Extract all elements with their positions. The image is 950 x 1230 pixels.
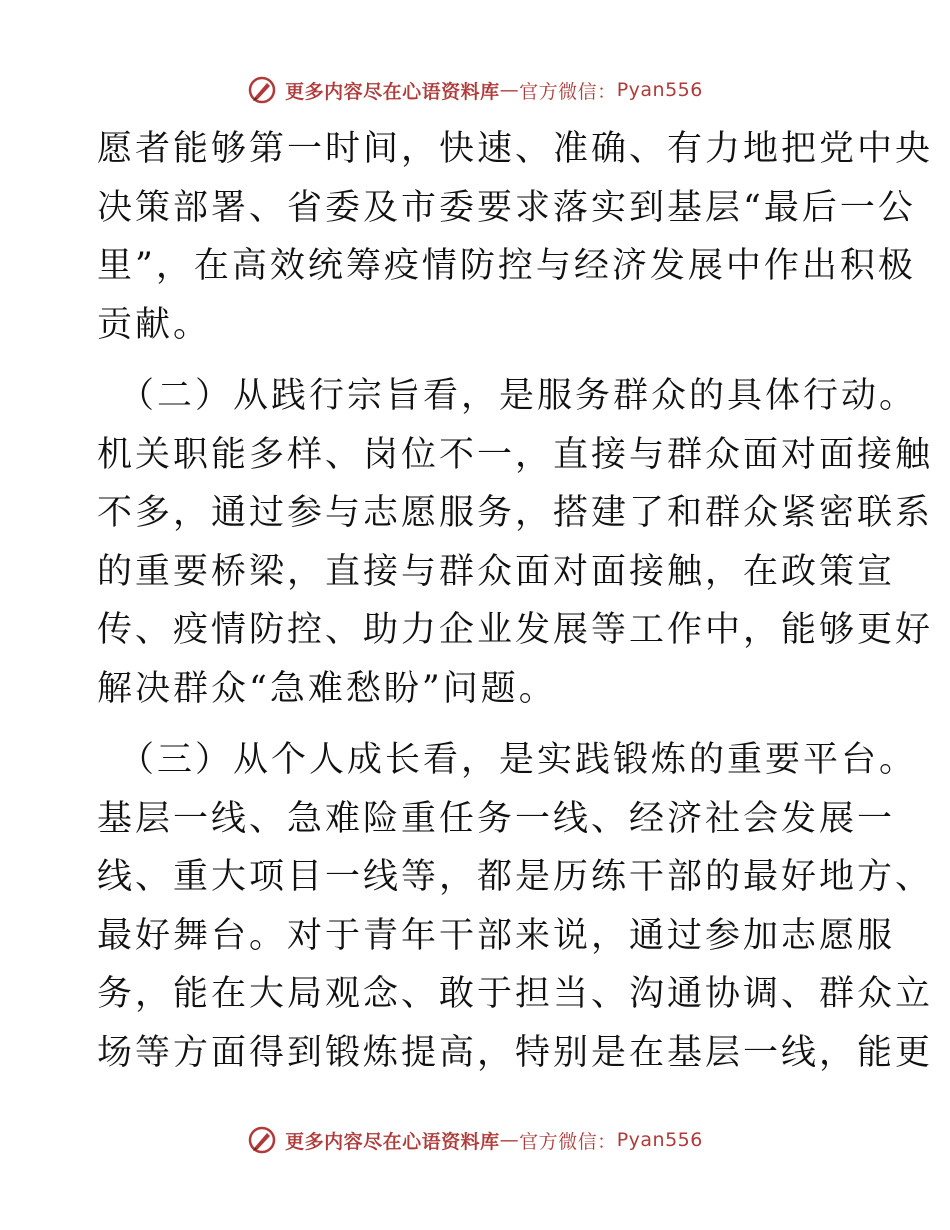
watermark-separator: — — [499, 79, 520, 101]
header-watermark-banner — [0, 70, 950, 110]
text-line: 决策部署、省委及市委要求落实到基层“最后一公 — [97, 187, 916, 228]
pen-logo-icon — [247, 1125, 277, 1155]
text-line: 线、重大项目一线等，都是历练干部的最好地方、 — [97, 857, 934, 897]
watermark-wechat-label: 官方微信： — [519, 80, 617, 103]
watermark-wechat-label: 官方微信： — [519, 1130, 617, 1153]
text-line: 务，能在大局观念、敢于担当、沟通协调、群众立 — [97, 974, 934, 1014]
section-heading-3: （三）从个人成长看，是实践锻炼的重要平台。 — [119, 740, 918, 780]
document-body — [97, 120, 934, 1082]
watermark-wechat-id: Pyan556 — [616, 79, 703, 101]
footer-watermark-banner — [0, 1120, 950, 1160]
text-line: 贡献。 — [97, 304, 212, 345]
text-line: 的重要桥梁，直接与群众面对面接触，在政策宣 — [97, 551, 896, 592]
section-heading-2: （二）从践行宗旨看，是服务群众的具体行动。 — [119, 376, 918, 416]
watermark-site-text: 更多内容尽在心语资料库 — [285, 1130, 500, 1153]
text-line: 传、疫情防控、助力企业发展等工作中，能够更好 — [97, 610, 934, 650]
text-line: 基层一线、急难险重任务一线、经济社会发展一 — [97, 798, 896, 839]
text-line: 里”，在高效统筹疫情防控与经济发展中作出积极 — [97, 246, 916, 286]
watermark-site-text: 更多内容尽在心语资料库 — [285, 80, 500, 103]
text-line: 解决群众“急难愁盼”问题。 — [97, 668, 557, 709]
pen-logo-icon — [247, 75, 277, 105]
text-line: 场等方面得到锻炼提高，特别是在基层一线，能更 — [97, 1032, 934, 1073]
text-line: 最好舞台。对于青年干部来说，通过参加志愿服 — [97, 915, 896, 956]
watermark-wechat-id: Pyan556 — [616, 1129, 703, 1151]
text-line: 愿者能够第一时间，快速、准确、有力地把党中央 — [97, 129, 934, 169]
text-line: 机关职能多样、岗位不一，直接与群众面对面接触 — [97, 434, 934, 475]
watermark-separator: — — [499, 1129, 520, 1151]
text-line: 不多，通过参与志愿服务，搭建了和群众紧密联系 — [97, 493, 934, 533]
